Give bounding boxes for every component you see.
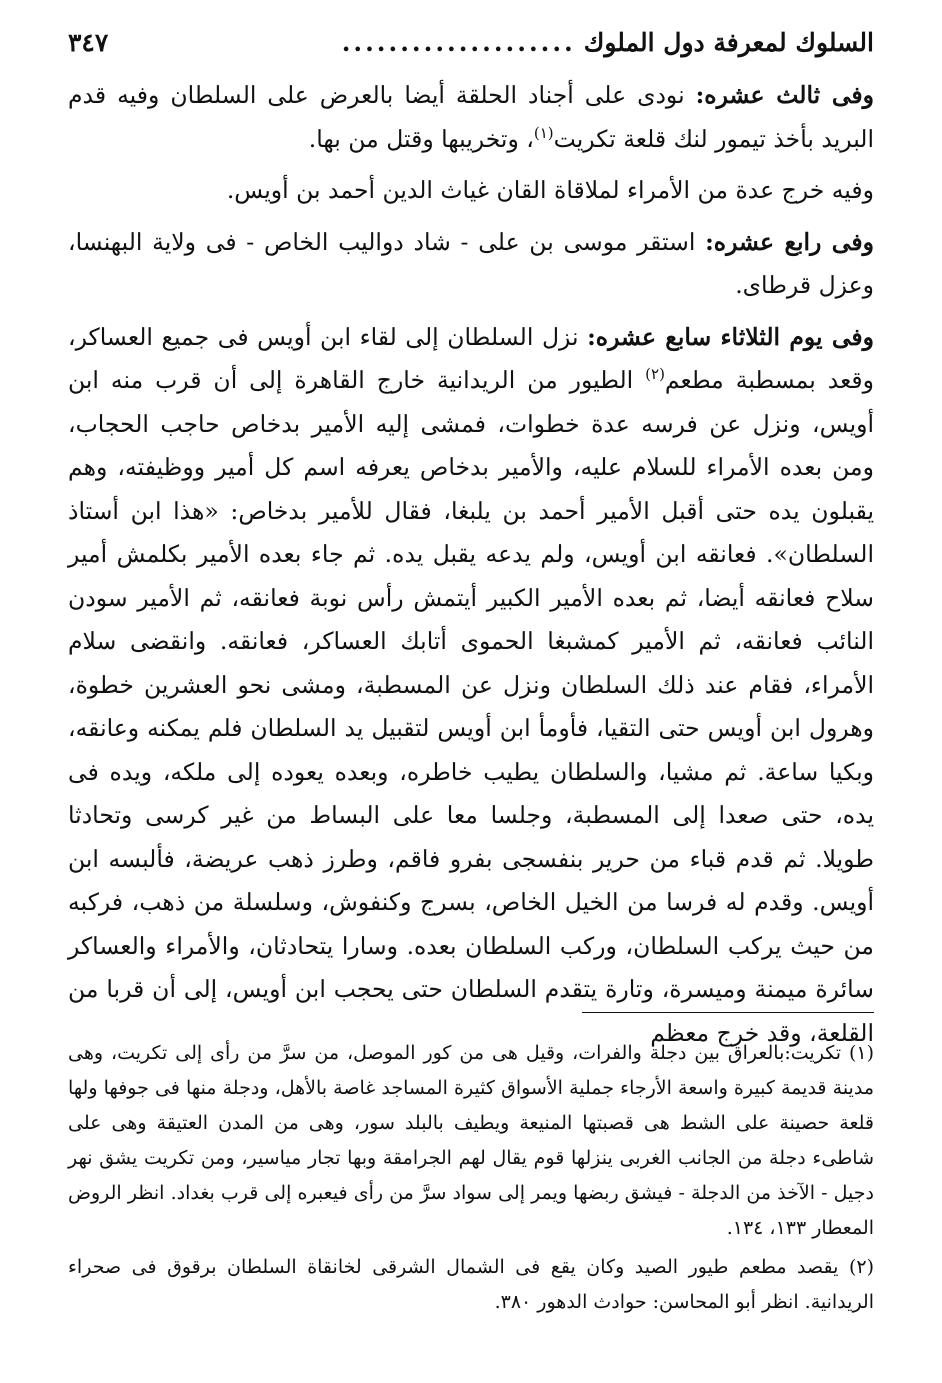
paragraph [68,169,874,213]
paragraph-lead: وفى رابع عشره: [705,227,874,256]
page-number: ٣٤٧ [68,28,109,57]
footnote-reference: (٢) [645,365,665,384]
main-text [68,74,874,1055]
footnote-marker: (١) [848,1042,874,1064]
paragraph-text: نودى على أجناد الحلقة أيضا بالعرض على السلطان وفيه قدم البريد بأخذ تيمور لنك قلعة تكريت [68,81,874,153]
paragraph-lead: وفى ثالث عشره: [695,81,874,109]
paragraph [68,221,874,308]
running-header [68,28,874,74]
footnote-reference: (١) [533,123,554,142]
paragraph-text: نزل السلطان إلى لقاء ابن أويس فى جميع العساكر، وقعد بمسطبة مطعم [68,322,874,394]
paragraph-text: ، وتخريبها وقتل من بها. [308,124,534,153]
paragraph-lead: وفى يوم الثلاثاء سابع عشره: [587,322,874,351]
paragraph-text: الطيور من الريدانية خارج القاهرة إلى أن قرب منه ابن أويس، ونزل عن فرسه عدة خطوات، فمشى إليه الأمير بدخاص حاجب الحجاب، ومن بعده الأمراء للسلام عليه، والأمير بدخاص يعرفه اسم كل أمير ووظيفته، وهم يقبلون يده حتى أقبل الأمير أحمد بن يلبغا، فقال للأمير بدخاص: «هذا ابن أستاذ السلطان». فعانقه ابن أويس، ولم يدعه يقبل يده. ثم جاء بعده الأمير بكلمش أمير سلاح فعانقه أيضا، ثم بعده الأمير الكبير أيتمش رأس نوبة فعانقه، ثم الأمير سودن النائب فعانقه، ثم الأمير كمشبغا الحموى أتابك العساكر، فعانقه. وانقضى سلام الأمراء، فقام عند ذلك السلطان ونزل عن المسطبة، ومشى نحو العشرين خطوة، وهرول ابن أويس حتى التقيا، فأومأ ابن أويس لتقبيل يد السلطان فلم يمكنه وعانقه، وبكيا ساعة. ثم مشيا، والسلطان يطيب خاطره، وبعده يعوده إلى ملكه، ويده فى يده، حتى صعدا إلى المسطبة، وجلسا معا على البساط من غير كرسى وتحادثا طويلا. ثم قدم قباء من حرير بنفسجى بفرو فاقم، وطرز ذهب عريضة، فألبسه ابن أويس. وقدم له فرسا من الخيل الخاص، بسرج وكنفوش، وسلسلة من ذهب، فركبه من حيث يركب السلطان، وركب السلطان بعده. وسارا يتحادثان، والأمراء والعساكر سائرة ميمنة وميسرة، وتارة يتقدم السلطان حتى يحجب ابن أويس، إلى أن قربا من القلعة، وقد خرج معظم [68,366,874,1047]
leader-dots: .................... [341,28,576,57]
paragraph-text: وفيه خرج عدة من الأمراء لملاقاة القان غياث الدين أحمد بن أويس. [226,176,874,204]
page [68,28,874,1063]
footnote-text: يقصد مطعم طيور الصيد وكان يقع فى الشمال الشرقى لخانقاة السلطان برقوق فى صحراء الريدانية. انظر أبو المحاسن: حوادث الدهور ٣٨٠. [68,1256,874,1313]
footnote [68,1036,874,1246]
paragraph-text: استقر موسى بن على - شاد دواليب الخاص - فى ولاية البهنسا، وعزل قرطاى. [68,227,874,299]
footnote-text: تكريت:بالعراق بين دجلة والفرات، وقيل هى من كور الموصل، من سرَّ من رأى إلى تكريت، وهى مدينة قديمة كبيرة واسعة الأرجاء جملية الأسواق كثيرة المساجد غاصة بالأهل، ودجلة منها فى جوفها ولها قلعة حصينة على الشط هى قصبتها المنيعة ويطيف بالبلد سور، وهى من المدن العتيقة وهى على شاطىء دجلة من الجانب الغربى ينزلها قوم يقال لهم الجرامقة وبها تجار مياسير، ومن تكريت يشق نهر دجيل - الآخذ من الدجلة - فيشق ربضها ويمر إلى سواد سرَّ من رأى فيعبره إلى قرب بغداد. انظر الروض المعطار ١٣٣، ١٣٤. [68,1042,874,1239]
footnotes [68,1036,874,1324]
footnote [68,1250,874,1320]
running-title: السلوك لمعرفة دول الملوك [583,28,874,57]
footnote-marker: (٢) [848,1256,874,1278]
paragraph [68,316,874,1056]
paragraph [68,74,874,161]
footnote-divider [582,1012,874,1013]
